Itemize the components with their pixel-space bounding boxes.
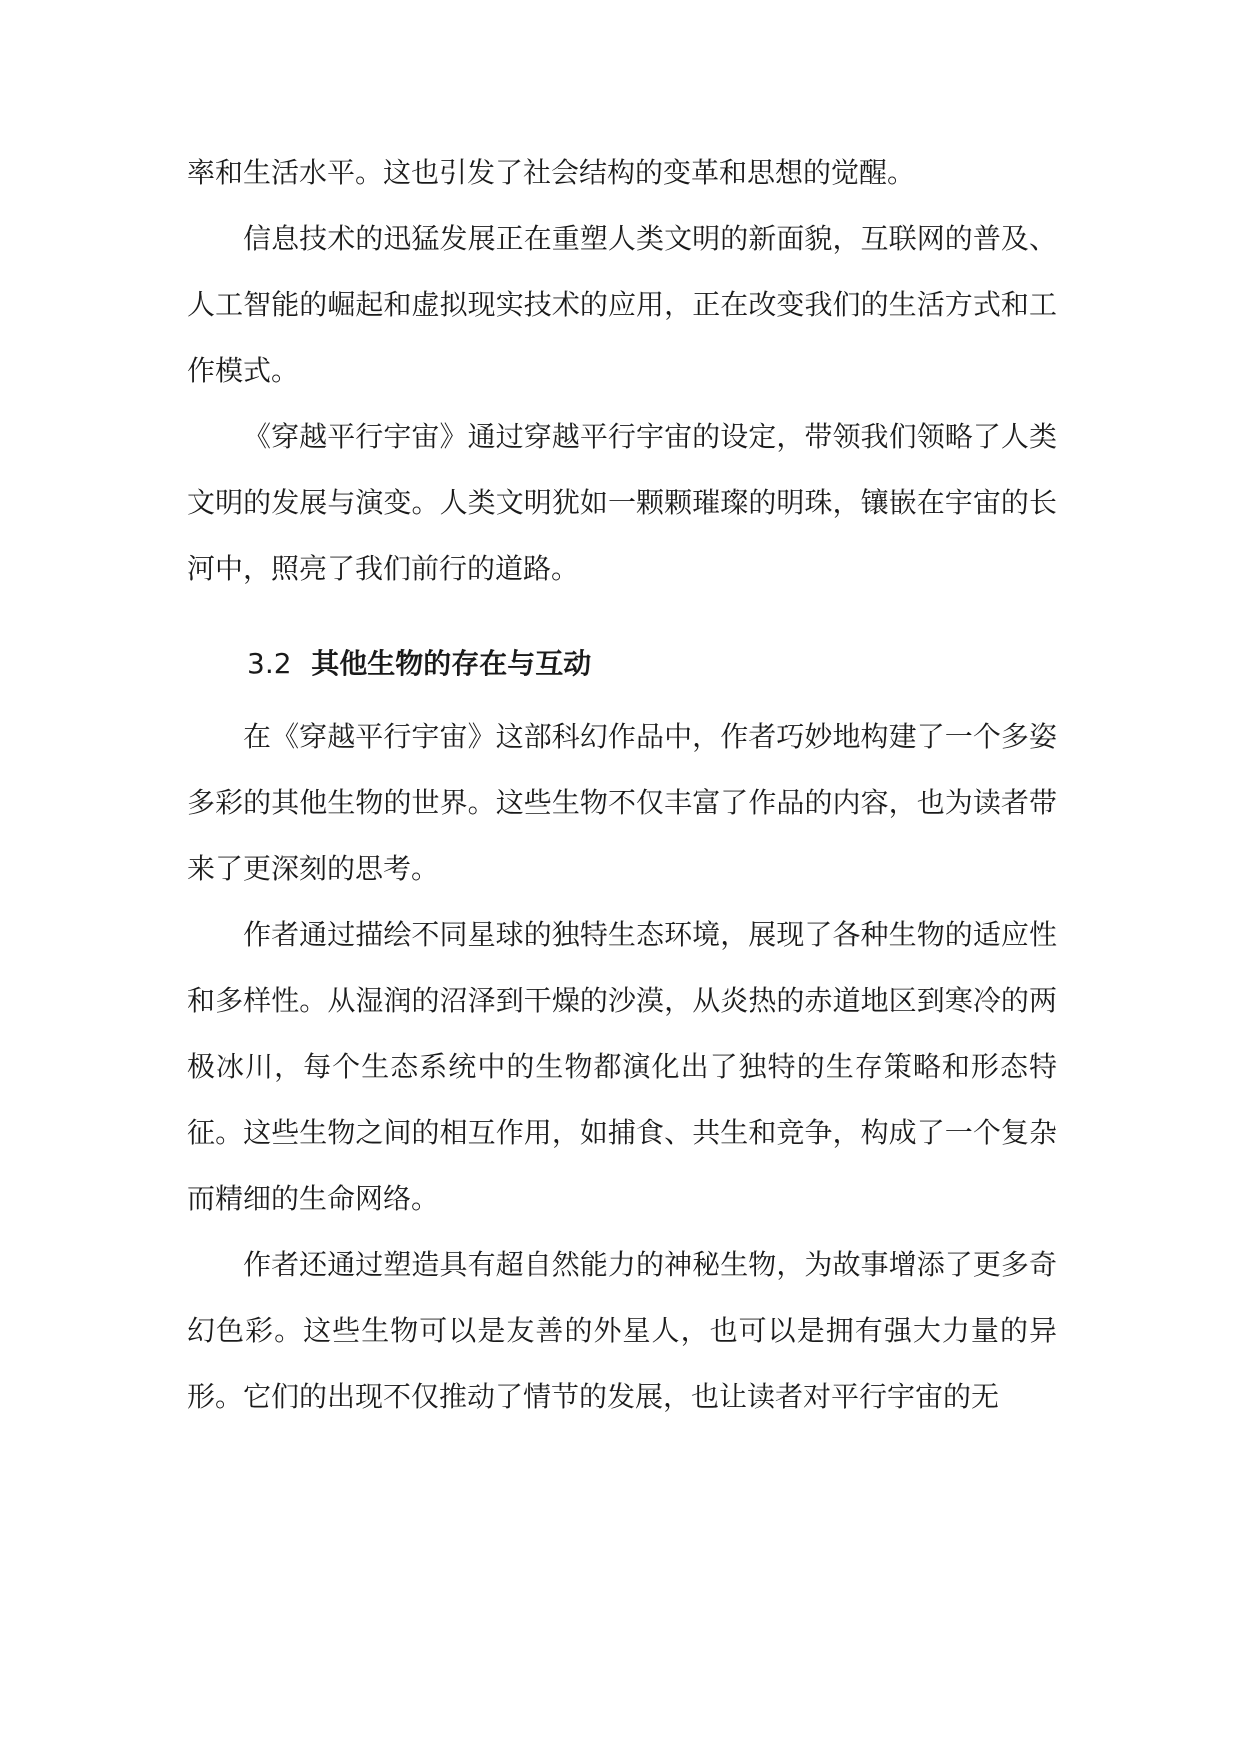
section-heading — [187, 624, 1057, 704]
paragraph-civilization-summary: 《穿越平行宇宙》通过穿越平行宇宙的设定，带领我们领略了人类文明的发展与演变。人类文明犹如一颗颗璀璨的明珠，镶嵌在宇宙的长河中，照亮了我们前行的道路。 — [187, 420, 1057, 585]
paragraph-continuation: 率和生活水平。这也引发了社会结构的变革和思想的觉醒。 — [187, 156, 916, 189]
paragraph-mysterious-beings: 作者还通过塑造具有超自然能力的神秘生物，为故事增添了更多奇幻色彩。这些生物可以是友善的外星人，也可以是拥有强大力量的异形。它们的出现不仅推动了情节的发展，也让读者对平行宇宙的无 — [187, 1248, 1057, 1413]
paragraph-other-beings-intro: 在《穿越平行宇宙》这部科幻作品中，作者巧妙地构建了一个多姿多彩的其他生物的世界。这些生物不仅丰富了作品的内容，也为读者带来了更深刻的思考。 — [187, 720, 1057, 885]
paragraph-ecosystems: 作者通过描绘不同星球的独特生态环境，展现了各种生物的适应性和多样性。从湿润的沼泽到干燥的沙漠，从炎热的赤道地区到寒冷的两极冰川，每个生态系统中的生物都演化出了独特的生存策略和形态特征。这些生物之间的相互作用，如捕食、共生和竞争，构成了一个复杂而精细的生命网络。 — [187, 918, 1057, 1215]
section-number: 3.2 — [247, 647, 292, 680]
document-body — [187, 140, 1057, 1430]
paragraph-information-technology: 信息技术的迅猛发展正在重塑人类文明的新面貌，互联网的普及、人工智能的崛起和虚拟现实技术的应用，正在改变我们的生活方式和工作模式。 — [187, 222, 1057, 387]
section-title: 其他生物的存在与互动 — [311, 647, 592, 680]
